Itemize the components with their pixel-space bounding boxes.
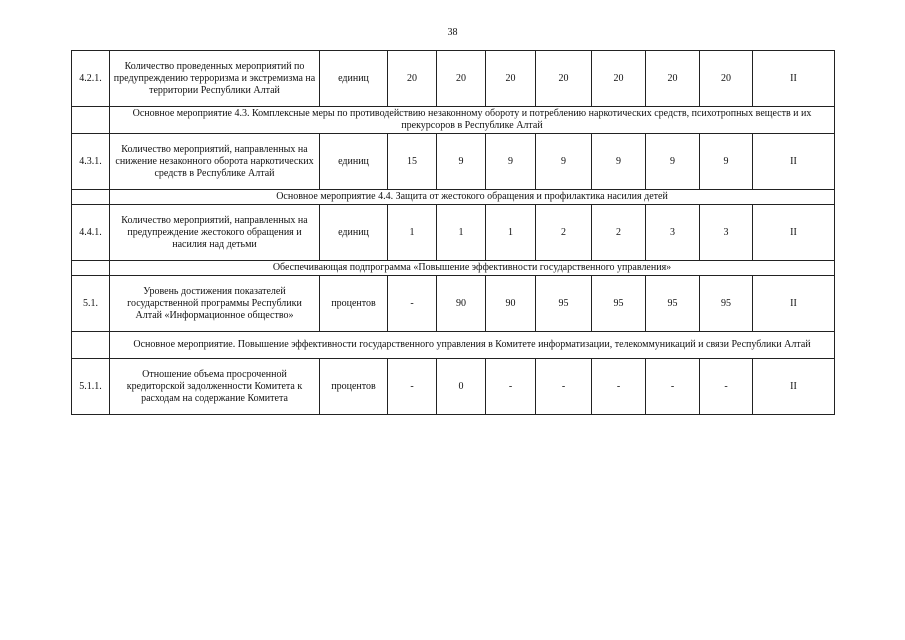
value-cell: 20	[437, 51, 486, 107]
mark-cell: II	[753, 359, 835, 415]
indicator-name-cell: Количество мероприятий, направленных на снижение незаконного оборота наркотических средств в Республике Алтай	[110, 134, 320, 190]
value-cell: 95	[536, 276, 592, 332]
value-cell: -	[388, 359, 437, 415]
value-cell: -	[536, 359, 592, 415]
section-row	[72, 190, 835, 205]
value-cell: 0	[437, 359, 486, 415]
value-cell: 9	[646, 134, 700, 190]
value-cell: 9	[592, 134, 646, 190]
unit-cell: единиц	[320, 51, 388, 107]
unit-cell: процентов	[320, 276, 388, 332]
indicator-number-cell: 5.1.	[72, 276, 110, 332]
value-cell: 20	[486, 51, 536, 107]
value-cell: 2	[592, 205, 646, 261]
section-row	[72, 107, 835, 134]
table-row	[72, 276, 835, 332]
value-cell: 20	[388, 51, 437, 107]
mark-cell: II	[753, 51, 835, 107]
indicator-name-cell: Отношение объема просроченной кредиторской задолженности Комитета к расходам на содержание Комитета	[110, 359, 320, 415]
unit-cell: процентов	[320, 359, 388, 415]
section-blank-cell	[72, 332, 110, 359]
section-title-cell: Основное мероприятие 4.4. Защита от жестокого обращения и профилактика насилия детей	[110, 190, 835, 205]
value-cell: 20	[700, 51, 753, 107]
indicator-number-cell: 4.4.1.	[72, 205, 110, 261]
value-cell: 20	[646, 51, 700, 107]
value-cell: -	[388, 276, 437, 332]
unit-cell: единиц	[320, 205, 388, 261]
section-title-cell: Обеспечивающая подпрограмма «Повышение эффективности государственного управления»	[110, 261, 835, 276]
indicator-number-cell: 5.1.1.	[72, 359, 110, 415]
value-cell: 1	[486, 205, 536, 261]
section-title-cell: Основное мероприятие 4.3. Комплексные меры по противодействию незаконному обороту и потреблению наркотических средств, психотропных веществ и их прекурсоров в Республике Алтай	[110, 107, 835, 134]
unit-cell: единиц	[320, 134, 388, 190]
section-blank-cell	[72, 107, 110, 134]
indicator-number-cell: 4.3.1.	[72, 134, 110, 190]
value-cell: 95	[700, 276, 753, 332]
table-row	[72, 205, 835, 261]
value-cell: 20	[536, 51, 592, 107]
section-title-cell: Основное мероприятие. Повышение эффективности государственного управления в Комитете информатизации, телекоммуникаций и связи Республики Алтай	[110, 332, 835, 359]
indicator-name-cell: Количество мероприятий, направленных на предупреждение жестокого обращения и насилия над детьми	[110, 205, 320, 261]
value-cell: 9	[700, 134, 753, 190]
indicator-name-cell: Количество проведенных мероприятий по предупреждению терроризма и экстремизма на территории Республики Алтай	[110, 51, 320, 107]
value-cell: 1	[388, 205, 437, 261]
value-cell: 9	[486, 134, 536, 190]
section-row	[72, 261, 835, 276]
value-cell: 3	[700, 205, 753, 261]
value-cell: 90	[486, 276, 536, 332]
page-number: 38	[447, 27, 458, 38]
mark-cell: II	[753, 205, 835, 261]
value-cell: 3	[646, 205, 700, 261]
value-cell: -	[592, 359, 646, 415]
value-cell: 15	[388, 134, 437, 190]
section-row	[72, 332, 835, 359]
indicator-number-cell: 4.2.1.	[72, 51, 110, 107]
mark-cell: II	[753, 134, 835, 190]
table-row	[72, 51, 835, 107]
indicators-table	[71, 50, 835, 415]
section-blank-cell	[72, 190, 110, 205]
section-blank-cell	[72, 261, 110, 276]
value-cell: -	[700, 359, 753, 415]
value-cell: -	[486, 359, 536, 415]
indicator-name-cell: Уровень достижения показателей государственной программы Республики Алтай «Информационное общество»	[110, 276, 320, 332]
value-cell: 95	[646, 276, 700, 332]
value-cell: 9	[437, 134, 486, 190]
value-cell: 95	[592, 276, 646, 332]
value-cell: -	[646, 359, 700, 415]
value-cell: 20	[592, 51, 646, 107]
value-cell: 2	[536, 205, 592, 261]
table-row	[72, 134, 835, 190]
value-cell: 90	[437, 276, 486, 332]
value-cell: 1	[437, 205, 486, 261]
value-cell: 9	[536, 134, 592, 190]
table-row	[72, 359, 835, 415]
mark-cell: II	[753, 276, 835, 332]
